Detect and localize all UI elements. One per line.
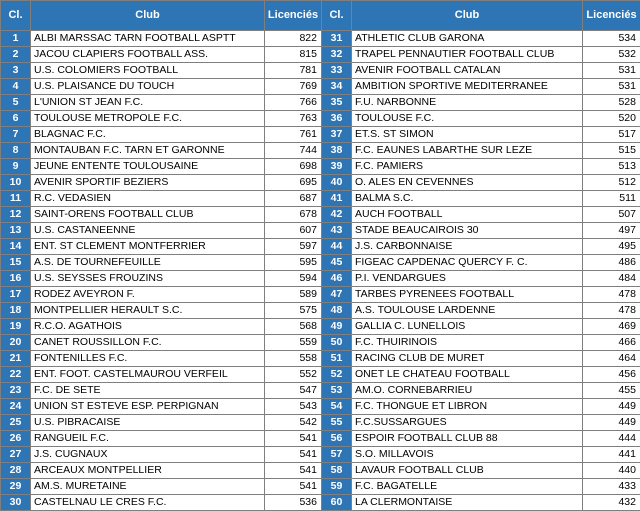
rank-cell-left: 13 xyxy=(1,223,31,239)
table-row xyxy=(1,495,640,511)
rank-cell-left: 1 xyxy=(1,31,31,47)
club-cell-right: F.U. NARBONNE xyxy=(352,95,583,111)
club-cell-left: MONTAUBAN F.C. TARN ET GARONNE xyxy=(31,143,265,159)
club-cell-left: CANET ROUSSILLON F.C. xyxy=(31,335,265,351)
club-cell-right: STADE BEAUCAIROIS 30 xyxy=(352,223,583,239)
licencies-cell-right: 456 xyxy=(583,367,640,383)
licencies-cell-right: 534 xyxy=(583,31,640,47)
rank-cell-left: 25 xyxy=(1,415,31,431)
rank-cell-right: 43 xyxy=(322,223,352,239)
club-cell-left: TOULOUSE METROPOLE F.C. xyxy=(31,111,265,127)
licencies-cell-right: 517 xyxy=(583,127,640,143)
licencies-cell-left: 822 xyxy=(265,31,322,47)
table-row xyxy=(1,47,640,63)
rank-cell-right: 40 xyxy=(322,175,352,191)
rank-cell-right: 46 xyxy=(322,271,352,287)
rank-cell-right: 51 xyxy=(322,351,352,367)
club-cell-right: ET.S. ST SIMON xyxy=(352,127,583,143)
club-cell-left: A.S. DE TOURNEFEUILLE xyxy=(31,255,265,271)
licencies-cell-left: 541 xyxy=(265,479,322,495)
table-row xyxy=(1,351,640,367)
rank-cell-right: 48 xyxy=(322,303,352,319)
rank-cell-left: 28 xyxy=(1,463,31,479)
licencies-cell-left: 695 xyxy=(265,175,322,191)
licencies-cell-right: 469 xyxy=(583,319,640,335)
club-cell-left: U.S. SEYSSES FROUZINS xyxy=(31,271,265,287)
licencies-cell-left: 744 xyxy=(265,143,322,159)
licencies-cell-left: 541 xyxy=(265,431,322,447)
licencies-cell-left: 543 xyxy=(265,399,322,415)
club-cell-right: TOULOUSE F.C. xyxy=(352,111,583,127)
licencies-cell-left: 698 xyxy=(265,159,322,175)
club-cell-left: SAINT-ORENS FOOTBALL CLUB xyxy=(31,207,265,223)
licencies-cell-left: 761 xyxy=(265,127,322,143)
club-cell-left: F.C. DE SETE xyxy=(31,383,265,399)
table-row xyxy=(1,239,640,255)
club-cell-right: F.C. THUIRINOIS xyxy=(352,335,583,351)
club-cell-left: U.S. CASTANEENNE xyxy=(31,223,265,239)
table-row xyxy=(1,159,640,175)
club-cell-right: AUCH FOOTBALL xyxy=(352,207,583,223)
licencies-cell-right: 433 xyxy=(583,479,640,495)
rank-cell-left: 10 xyxy=(1,175,31,191)
licencies-cell-right: 515 xyxy=(583,143,640,159)
club-cell-left: CASTELNAU LE CRES F.C. xyxy=(31,495,265,511)
club-cell-right: S.O. MILLAVOIS xyxy=(352,447,583,463)
licencies-cell-left: 558 xyxy=(265,351,322,367)
club-cell-right: A.S. TOULOUSE LARDENNE xyxy=(352,303,583,319)
club-cell-left: L'UNION ST JEAN F.C. xyxy=(31,95,265,111)
club-cell-left: ENT. FOOT. CASTELMAUROU VERFEIL xyxy=(31,367,265,383)
rank-cell-right: 60 xyxy=(322,495,352,511)
club-cell-left: U.S. PIBRACAISE xyxy=(31,415,265,431)
header-rank-left: Cl. xyxy=(1,1,31,31)
table-row xyxy=(1,127,640,143)
rank-cell-left: 29 xyxy=(1,479,31,495)
rank-cell-left: 19 xyxy=(1,319,31,335)
club-cell-left: R.C.O. AGATHOIS xyxy=(31,319,265,335)
table-row xyxy=(1,287,640,303)
licencies-cell-right: 466 xyxy=(583,335,640,351)
club-cell-right: F.C. BAGATELLE xyxy=(352,479,583,495)
rank-cell-left: 22 xyxy=(1,367,31,383)
rank-cell-right: 38 xyxy=(322,143,352,159)
table-row xyxy=(1,271,640,287)
rank-cell-left: 21 xyxy=(1,351,31,367)
table-row xyxy=(1,463,640,479)
licencies-cell-left: 781 xyxy=(265,63,322,79)
licencies-cell-left: 559 xyxy=(265,335,322,351)
licencies-cell-right: 440 xyxy=(583,463,640,479)
rank-cell-right: 44 xyxy=(322,239,352,255)
club-cell-left: JACOU CLAPIERS FOOTBALL ASS. xyxy=(31,47,265,63)
table-row xyxy=(1,399,640,415)
licencies-cell-right: 455 xyxy=(583,383,640,399)
table-row xyxy=(1,111,640,127)
licencies-cell-right: 495 xyxy=(583,239,640,255)
rank-cell-right: 33 xyxy=(322,63,352,79)
licencies-cell-right: 478 xyxy=(583,287,640,303)
club-cell-right: LAVAUR FOOTBALL CLUB xyxy=(352,463,583,479)
club-cell-left: ALBI MARSSAC TARN FOOTBALL ASPTT xyxy=(31,31,265,47)
table-row xyxy=(1,367,640,383)
club-cell-right: F.C. EAUNES LABARTHE SUR LEZE xyxy=(352,143,583,159)
table-row xyxy=(1,79,640,95)
licencies-cell-right: 512 xyxy=(583,175,640,191)
club-cell-left: RANGUEIL F.C. xyxy=(31,431,265,447)
licencies-cell-left: 547 xyxy=(265,383,322,399)
club-cell-right: F.C.SUSSARGUES xyxy=(352,415,583,431)
licencies-cell-left: 536 xyxy=(265,495,322,511)
rank-cell-left: 17 xyxy=(1,287,31,303)
club-cell-left: J.S. CUGNAUX xyxy=(31,447,265,463)
club-cell-left: ENT. ST CLEMENT MONTFERRIER xyxy=(31,239,265,255)
licencies-cell-left: 595 xyxy=(265,255,322,271)
club-cell-left: MONTPELLIER HERAULT S.C. xyxy=(31,303,265,319)
club-cell-right: AM.O. CORNEBARRIEU xyxy=(352,383,583,399)
table-row xyxy=(1,415,640,431)
club-cell-right: J.S. CARBONNAISE xyxy=(352,239,583,255)
rank-cell-right: 50 xyxy=(322,335,352,351)
licencies-cell-right: 432 xyxy=(583,495,640,511)
licencies-cell-right: 531 xyxy=(583,79,640,95)
rank-cell-left: 20 xyxy=(1,335,31,351)
rank-cell-right: 37 xyxy=(322,127,352,143)
club-cell-right: F.C. THONGUE ET LIBRON xyxy=(352,399,583,415)
licencies-cell-right: 507 xyxy=(583,207,640,223)
table-row xyxy=(1,431,640,447)
licencies-cell-left: 575 xyxy=(265,303,322,319)
club-cell-left: ARCEAUX MONTPELLIER xyxy=(31,463,265,479)
rank-cell-right: 42 xyxy=(322,207,352,223)
licencies-cell-right: 513 xyxy=(583,159,640,175)
rank-cell-left: 6 xyxy=(1,111,31,127)
club-cell-right: ESPOIR FOOTBALL CLUB 88 xyxy=(352,431,583,447)
rank-cell-left: 23 xyxy=(1,383,31,399)
rank-cell-left: 16 xyxy=(1,271,31,287)
club-cell-left: U.S. PLAISANCE DU TOUCH xyxy=(31,79,265,95)
rank-cell-right: 45 xyxy=(322,255,352,271)
table-body xyxy=(1,31,640,511)
table-row xyxy=(1,303,640,319)
licencies-cell-right: 532 xyxy=(583,47,640,63)
licencies-cell-right: 449 xyxy=(583,415,640,431)
licencies-cell-left: 607 xyxy=(265,223,322,239)
rank-cell-right: 54 xyxy=(322,399,352,415)
table-row xyxy=(1,191,640,207)
licencies-cell-left: 594 xyxy=(265,271,322,287)
table-row xyxy=(1,335,640,351)
club-cell-right: F.C. PAMIERS xyxy=(352,159,583,175)
licencies-cell-right: 531 xyxy=(583,63,640,79)
club-cell-right: GALLIA C. LUNELLOIS xyxy=(352,319,583,335)
club-cell-left: JEUNE ENTENTE TOULOUSAINE xyxy=(31,159,265,175)
licencies-cell-left: 542 xyxy=(265,415,322,431)
club-cell-left: UNION ST ESTEVE ESP. PERPIGNAN xyxy=(31,399,265,415)
rank-cell-left: 11 xyxy=(1,191,31,207)
rank-cell-right: 57 xyxy=(322,447,352,463)
licencies-cell-left: 541 xyxy=(265,447,322,463)
licencies-cell-left: 687 xyxy=(265,191,322,207)
club-cell-right: TARBES PYRENEES FOOTBALL xyxy=(352,287,583,303)
club-cell-left: AVENIR SPORTIF BEZIERS xyxy=(31,175,265,191)
licencies-cell-left: 763 xyxy=(265,111,322,127)
rank-cell-right: 55 xyxy=(322,415,352,431)
licencies-cell-left: 552 xyxy=(265,367,322,383)
licencies-cell-right: 444 xyxy=(583,431,640,447)
header-licencies-right: Licenciés xyxy=(583,1,640,31)
licencies-cell-right: 520 xyxy=(583,111,640,127)
rank-cell-left: 4 xyxy=(1,79,31,95)
table-row xyxy=(1,63,640,79)
licencies-cell-right: 449 xyxy=(583,399,640,415)
club-cell-right: ONET LE CHATEAU FOOTBALL xyxy=(352,367,583,383)
rank-cell-right: 56 xyxy=(322,431,352,447)
licencies-cell-right: 441 xyxy=(583,447,640,463)
club-cell-right: BALMA S.C. xyxy=(352,191,583,207)
rank-cell-right: 58 xyxy=(322,463,352,479)
rank-cell-left: 3 xyxy=(1,63,31,79)
licencies-cell-left: 815 xyxy=(265,47,322,63)
table-row xyxy=(1,223,640,239)
rank-cell-right: 41 xyxy=(322,191,352,207)
club-cell-left: FONTENILLES F.C. xyxy=(31,351,265,367)
rank-cell-right: 32 xyxy=(322,47,352,63)
rank-cell-left: 15 xyxy=(1,255,31,271)
club-cell-right: P.I. VENDARGUES xyxy=(352,271,583,287)
rank-cell-right: 52 xyxy=(322,367,352,383)
rank-cell-right: 47 xyxy=(322,287,352,303)
licencies-cell-left: 541 xyxy=(265,463,322,479)
licencies-cell-left: 766 xyxy=(265,95,322,111)
table-row xyxy=(1,479,640,495)
table-row xyxy=(1,31,640,47)
header-rank-right: Cl. xyxy=(322,1,352,31)
club-cell-right: AVENIR FOOTBALL CATALAN xyxy=(352,63,583,79)
rank-cell-right: 31 xyxy=(322,31,352,47)
table-row xyxy=(1,95,640,111)
rank-cell-right: 39 xyxy=(322,159,352,175)
rank-cell-left: 5 xyxy=(1,95,31,111)
rank-cell-left: 8 xyxy=(1,143,31,159)
rank-cell-left: 14 xyxy=(1,239,31,255)
licencies-cell-left: 589 xyxy=(265,287,322,303)
licencies-cell-left: 769 xyxy=(265,79,322,95)
licencies-cell-right: 464 xyxy=(583,351,640,367)
club-cell-right: RACING CLUB DE MURET xyxy=(352,351,583,367)
rank-cell-right: 34 xyxy=(322,79,352,95)
rank-cell-left: 26 xyxy=(1,431,31,447)
licencies-cell-left: 678 xyxy=(265,207,322,223)
table-row xyxy=(1,383,640,399)
rank-cell-left: 30 xyxy=(1,495,31,511)
header-club-right: Club xyxy=(352,1,583,31)
rank-cell-left: 7 xyxy=(1,127,31,143)
rank-cell-right: 53 xyxy=(322,383,352,399)
licencies-cell-left: 597 xyxy=(265,239,322,255)
header-row xyxy=(1,1,640,31)
club-cell-left: R.C. VEDASIEN xyxy=(31,191,265,207)
club-cell-left: RODEZ AVEYRON F. xyxy=(31,287,265,303)
rank-cell-left: 18 xyxy=(1,303,31,319)
club-cell-left: AM.S. MURETAINE xyxy=(31,479,265,495)
rank-cell-left: 12 xyxy=(1,207,31,223)
header-club-left: Club xyxy=(31,1,265,31)
club-cell-left: U.S. COLOMIERS FOOTBALL xyxy=(31,63,265,79)
rank-cell-right: 49 xyxy=(322,319,352,335)
club-cell-right: AMBITION SPORTIVE MEDITERRANEE xyxy=(352,79,583,95)
table-row xyxy=(1,447,640,463)
club-cell-right: FIGEAC CAPDENAC QUERCY F. C. xyxy=(352,255,583,271)
licencies-cell-right: 511 xyxy=(583,191,640,207)
rank-cell-left: 9 xyxy=(1,159,31,175)
club-cell-right: O. ALES EN CEVENNES xyxy=(352,175,583,191)
licencies-cell-right: 528 xyxy=(583,95,640,111)
club-cell-right: TRAPEL PENNAUTIER FOOTBALL CLUB xyxy=(352,47,583,63)
rank-cell-left: 24 xyxy=(1,399,31,415)
rank-cell-left: 27 xyxy=(1,447,31,463)
licencies-cell-right: 486 xyxy=(583,255,640,271)
rank-cell-right: 59 xyxy=(322,479,352,495)
table-row xyxy=(1,143,640,159)
header-licencies-left: Licenciés xyxy=(265,1,322,31)
rank-cell-left: 2 xyxy=(1,47,31,63)
table-row xyxy=(1,175,640,191)
licencies-cell-right: 484 xyxy=(583,271,640,287)
rank-cell-right: 35 xyxy=(322,95,352,111)
club-cell-left: BLAGNAC F.C. xyxy=(31,127,265,143)
table-row xyxy=(1,207,640,223)
club-cell-right: LA CLERMONTAISE xyxy=(352,495,583,511)
table-row xyxy=(1,255,640,271)
table-row xyxy=(1,319,640,335)
licencies-cell-left: 568 xyxy=(265,319,322,335)
rank-cell-right: 36 xyxy=(322,111,352,127)
club-cell-right: ATHLETIC CLUB GARONA xyxy=(352,31,583,47)
licencies-cell-right: 478 xyxy=(583,303,640,319)
licencies-cell-right: 497 xyxy=(583,223,640,239)
